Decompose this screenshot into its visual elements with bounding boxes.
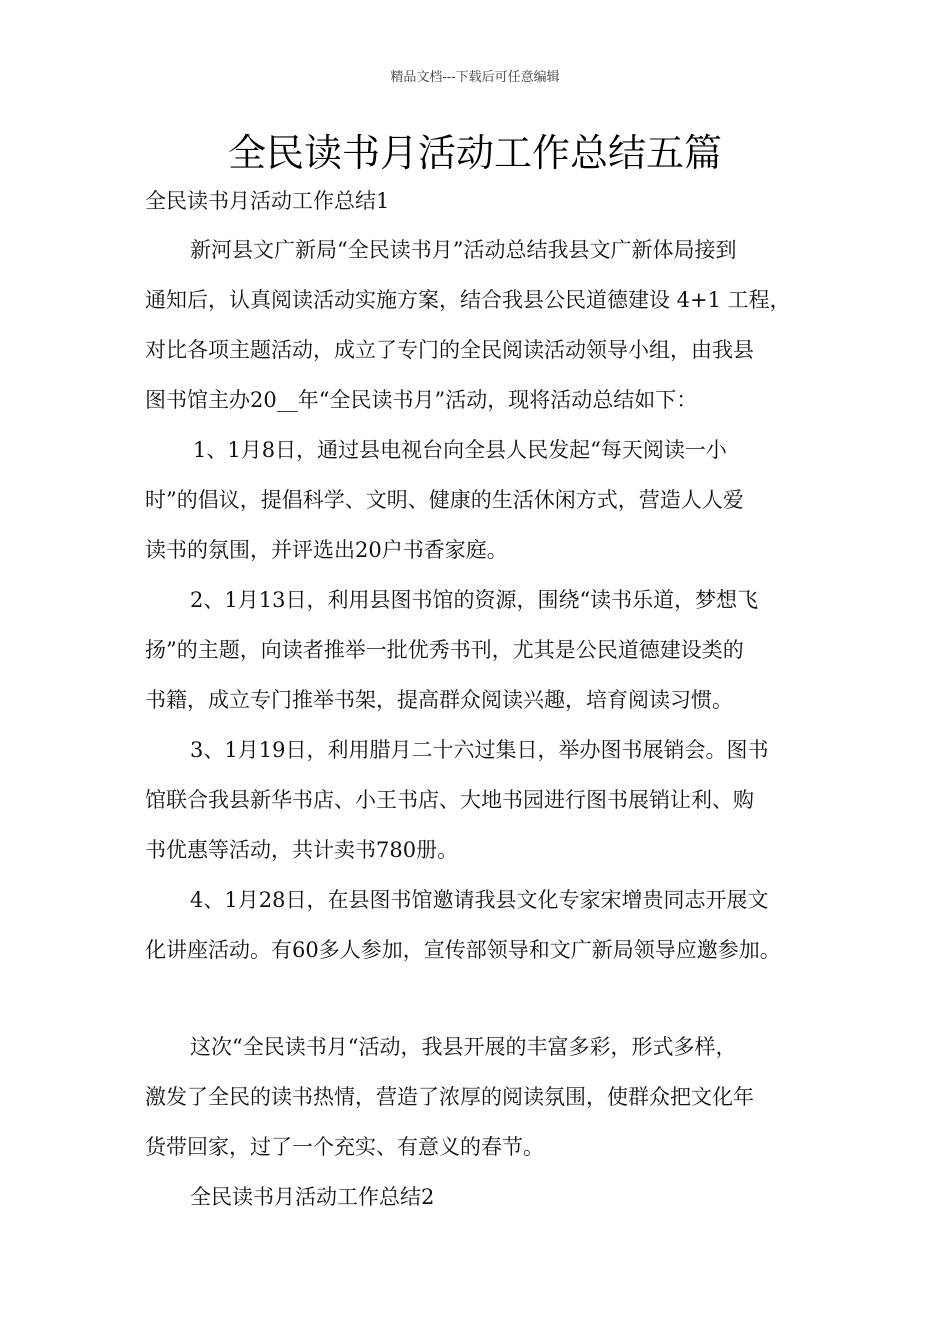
paragraph-line: 激发了全民的读书热情，营造了浓厚的阅读氛围，使群众把文化年 [145, 1085, 754, 1109]
paragraph-line: 化讲座活动。有60多人参加，宣传部领导和文广新局领导应邀参加。 [145, 938, 781, 962]
paragraph-line: 1、1月8日，通过县电视台向全县人民发起“每天阅读一小 [193, 438, 727, 462]
document-title: 全民读书月活动工作总结五篇 [227, 131, 722, 175]
paragraph-line: 对比各项主题活动，成立了专门的全民阅读活动领导小组，由我县 [145, 338, 754, 362]
paragraph-line: 这次“全民读书月“活动，我县开展的丰富多彩，形式多样， [190, 1035, 737, 1059]
paragraph-line: 3、1月19日，利用腊月二十六过集日，举办图书展销会。图书 [190, 738, 769, 762]
section-heading-1: 全民读书月活动工作总结1 [145, 189, 390, 213]
paragraph-line: 2、1月13日，利用县图书馆的资源，围绕“读书乐道，梦想飞 [190, 588, 759, 612]
paragraph-line: 通知后，认真阅读活动实施方案，结合我县公民道德建设 4+1 工程， [145, 288, 791, 312]
paragraph-line: 时”的倡议，提倡科学、文明、健康的生活休闲方式，营造人人爱 [145, 488, 744, 512]
paragraph-line: 书籍，成立专门推举书架，提高群众阅读兴趣，培育阅读习惯。 [145, 688, 733, 712]
paragraph-line: 货带回家，过了一个充实、有意义的春节。 [145, 1135, 544, 1159]
section-heading-2: 全民读书月活动工作总结2 [190, 1185, 435, 1209]
paragraph-line: 扬”的主题，向读者推举一批优秀书刊，尤其是公民道德建设类的 [145, 638, 744, 662]
paragraph-line: 图书馆主办20__年“全民读书月”活动，现将活动总结如下： [145, 388, 698, 412]
header-note: 精品文档---下载后可任意编辑 [390, 70, 560, 85]
paragraph-line: 4、1月28日，在县图书馆邀请我县文化专家宋增贵同志开展文 [190, 888, 769, 912]
paragraph-line: 新河县文广新局“全民读书月”活动总结我县文广新体局接到 [190, 238, 737, 262]
paragraph-line: 书优惠等活动，共计卖书780册。 [145, 838, 459, 862]
paragraph-line: 馆联合我县新华书店、小王书店、大地书园进行图书展销让利、购 [145, 788, 754, 812]
paragraph-line: 读书的氛围，并评选出20户书香家庭。 [145, 538, 508, 562]
